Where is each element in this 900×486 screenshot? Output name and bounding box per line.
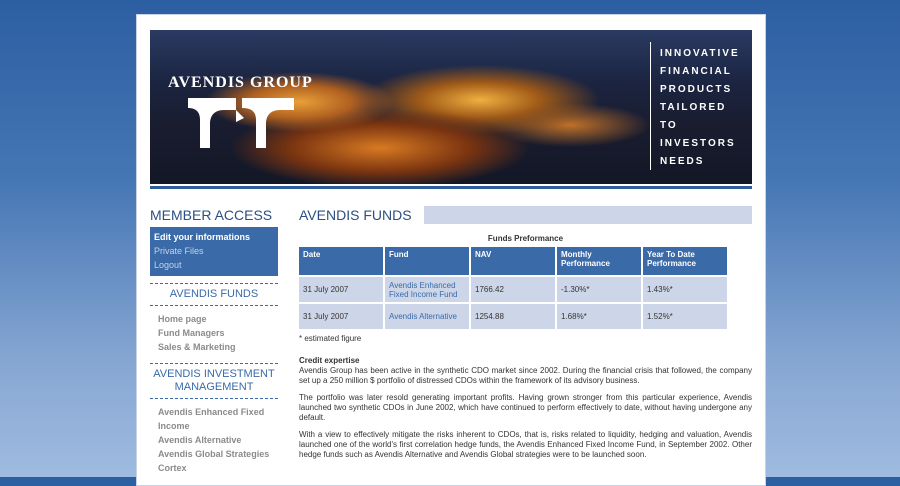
table-row xyxy=(299,304,727,329)
column-header: Year To Date Performance xyxy=(643,247,727,275)
table-caption: Funds Preformance xyxy=(487,234,564,243)
fund-link[interactable]: Avendis Enhanced Fixed Income Fund xyxy=(389,280,458,299)
avendis-logo-icon xyxy=(186,96,298,150)
nav-cell: 1766.42 xyxy=(471,277,555,302)
logout-link[interactable]: Logout xyxy=(154,260,182,270)
page-container xyxy=(136,14,766,486)
performance-table xyxy=(297,245,729,331)
global-strategies-link[interactable]: Avendis Global Strategies xyxy=(158,449,270,459)
alternative-link[interactable]: Avendis Alternative xyxy=(158,435,242,445)
page-title: AVENDIS FUNDS xyxy=(299,207,412,223)
investment-section-title: AVENDIS INVESTMENT MANAGEMENT xyxy=(150,363,278,399)
title-row xyxy=(299,207,752,225)
funds-nav xyxy=(150,306,278,356)
tagline xyxy=(660,45,740,171)
footnote: * estimated figure xyxy=(299,334,362,343)
investment-nav xyxy=(150,399,278,477)
brand-name: AVENDIS GROUP xyxy=(168,74,313,91)
member-access-title: MEMBER ACCESS xyxy=(150,207,273,223)
tagline-line: TAILORED xyxy=(660,102,727,113)
cortex-link[interactable]: Cortex xyxy=(158,463,187,473)
private-files-link[interactable]: Private Files xyxy=(154,246,204,256)
tagline-line: INNOVATIVE xyxy=(660,48,740,59)
fund-cell xyxy=(385,277,469,302)
fund-cell xyxy=(385,304,469,329)
date-cell: 31 July 2007 xyxy=(299,304,383,329)
nav-cell: 1254.88 xyxy=(471,304,555,329)
paragraph: Avendis Group has been active in the synthetic CDO market since 2002. During the financial crisis that followed, the company set up a 250 million $ portfolio of distressed CDOs within the framework of its advisory business. xyxy=(299,366,752,385)
home-page-link[interactable]: Home page xyxy=(158,314,207,324)
edit-informations-link[interactable]: Edit your informations xyxy=(154,232,251,242)
tagline-divider xyxy=(650,42,651,170)
column-header: Date xyxy=(299,247,383,275)
tagline-line: INVESTORS xyxy=(660,138,736,149)
tagline-line: TO xyxy=(660,120,678,131)
member-access-menu xyxy=(150,227,278,276)
sales-marketing-link[interactable]: Sales & Marketing xyxy=(158,342,236,352)
tagline-line: PRODUCTS xyxy=(660,84,733,95)
ytd-cell: 1.52%* xyxy=(643,304,727,329)
tagline-line: FINANCIAL xyxy=(660,66,732,77)
paragraph: The portfolio was later resold generating important profits. Having grown stronger from this particular experience, Avendis launched two synthetic CDOs in June 2002, which have continued to perform effectively to date, without having undergone any default. xyxy=(299,393,752,422)
main-content xyxy=(299,207,752,467)
fund-link[interactable]: Avendis Alternative xyxy=(389,312,457,321)
ytd-cell: 1.43%* xyxy=(643,277,727,302)
table-header-row xyxy=(299,247,727,275)
fund-managers-link[interactable]: Fund Managers xyxy=(158,328,225,338)
header-banner xyxy=(150,30,752,184)
funds-section-title: AVENDIS FUNDS xyxy=(150,283,278,306)
column-header: Fund xyxy=(385,247,469,275)
section-title: Credit expertise xyxy=(299,356,360,365)
enhanced-fixed-income-link[interactable]: Avendis Enhanced Fixed Income xyxy=(158,407,265,431)
column-header: NAV xyxy=(471,247,555,275)
sidebar xyxy=(150,207,278,477)
paragraph: With a view to effectively mitigate the risks inherent to CDOs, that is, risks related to liquidity, hedging and valuation, Avendis launched one of the world's first correlation hedge funds, the Avendis Enhanced Fixed Income Fund, in September 2002. Other hedge funds such as Avendis Alternative and Avendis Global strategies were to be launched soon. xyxy=(299,430,752,459)
monthly-cell: 1.68%* xyxy=(557,304,641,329)
date-cell: 31 July 2007 xyxy=(299,277,383,302)
header-divider xyxy=(150,186,752,189)
title-bar xyxy=(424,206,752,224)
column-header: Monthly Performance xyxy=(557,247,641,275)
table-row xyxy=(299,277,727,302)
tagline-line: NEEDS xyxy=(660,156,705,167)
monthly-cell: -1.30%* xyxy=(557,277,641,302)
